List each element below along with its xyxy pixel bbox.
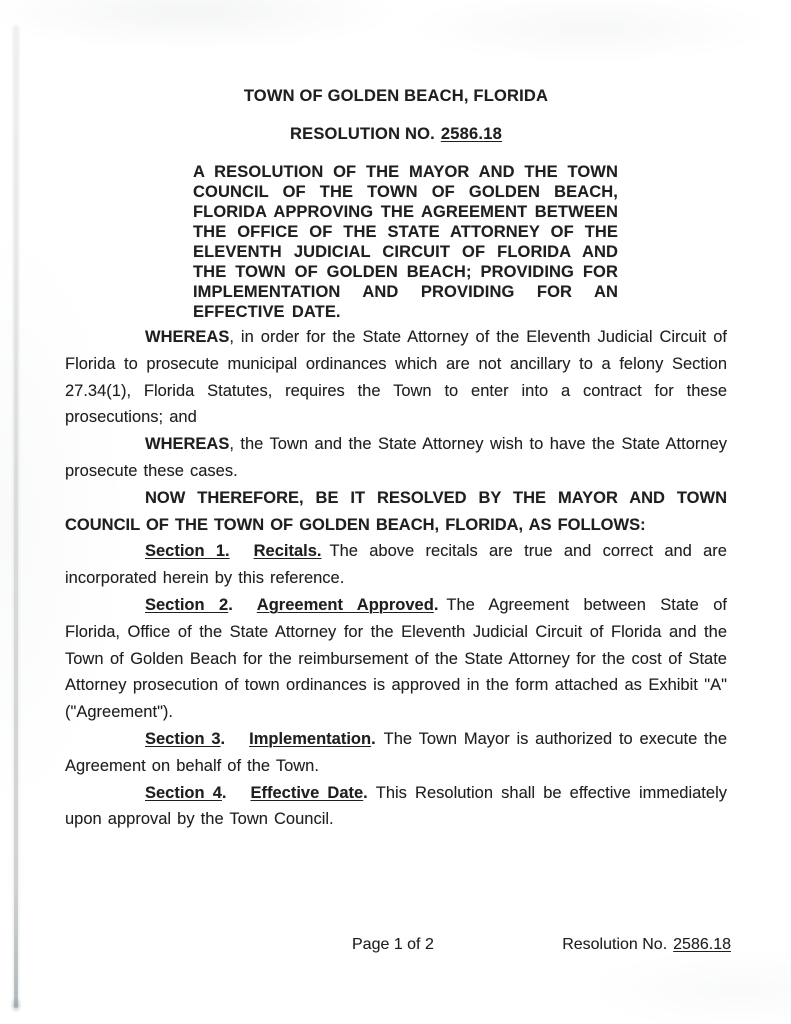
whereas-text: , in order for the State Attorney of the Eleventh Judicial Circuit of Florida to prosecute municipal ordinances which are not ancillary to a felony Section 27.34(1), Florida Statutes, requires the Town to enter into a contract for these prosecutions; and bbox=[65, 328, 727, 427]
section-heading-suffix: . bbox=[433, 595, 439, 614]
whereas-clause-1 bbox=[65, 324, 727, 431]
section-heading: Implementation bbox=[249, 729, 372, 748]
section-number: Section 2 bbox=[145, 595, 229, 614]
section-body: The Agreement between State of Florida, Office of the State Attorney for the Eleventh Judicial Circuit of Florida and the Town of Golden Beach for the reimbursement of the State Attorney for the cost of State Attorney prosecution of town ordinances is approved in the form attached as Exhibit "A" ("Agreement"). bbox=[65, 595, 728, 722]
document-title: TOWN OF GOLDEN BEACH, FLORIDA bbox=[243, 87, 549, 105]
whereas-clause-2 bbox=[65, 431, 727, 485]
resolution-number-line bbox=[65, 124, 727, 144]
resolution-caption: A RESOLUTION OF THE MAYOR AND THE TOWN COUNCIL OF THE TOWN OF GOLDEN BEACH, FLORIDA APPROVING THE AGREEMENT BETWEEN THE OFFICE OF THE STATE ATTORNEY OF THE ELEVENTH JUDICIAL CIRCUIT OF FLORIDA AND THE TOWN OF GOLDEN BEACH; PROVIDING FOR IMPLEMENTATION AND PROVIDING FOR AN EFFECTIVE DATE. bbox=[193, 163, 618, 321]
document-body bbox=[65, 86, 727, 833]
page-indicator: Page 1 of 2 bbox=[352, 936, 434, 953]
section-body: The Town Mayor is authorized to execute the Agreement on behalf of the Town. bbox=[65, 729, 727, 775]
footer-resolution-number: 2586.18 bbox=[673, 936, 731, 953]
footer-resolution-label: Resolution No. bbox=[562, 936, 668, 953]
scan-artifact-left-edge bbox=[14, 26, 18, 1008]
section-heading-suffix: . bbox=[371, 729, 376, 748]
section-body: The above recitals are true and correct and are incorporated herein by this reference. bbox=[65, 542, 727, 588]
section-number: Section 1. bbox=[145, 542, 230, 561]
section-4 bbox=[65, 780, 727, 834]
section-2 bbox=[65, 592, 727, 726]
section-1 bbox=[65, 538, 727, 592]
section-number: Section 4 bbox=[145, 783, 222, 802]
section-number-suffix: . bbox=[228, 595, 233, 614]
whereas-lead: WHEREAS bbox=[145, 328, 230, 346]
section-number-suffix: . bbox=[220, 729, 226, 748]
section-3 bbox=[65, 726, 727, 780]
section-body: This Resolution shall be effective immediately upon approval by the Town Council. bbox=[65, 783, 727, 829]
whereas-lead: WHEREAS bbox=[145, 435, 230, 454]
section-number-suffix: . bbox=[221, 783, 227, 802]
section-heading: Effective Date bbox=[250, 783, 364, 802]
resolution-number: 2586.18 bbox=[440, 125, 502, 143]
section-heading: Recitals. bbox=[253, 542, 322, 561]
resolution-label: RESOLUTION NO. bbox=[290, 125, 435, 143]
section-heading: Agreement Approved bbox=[256, 595, 434, 614]
resolving-clause: NOW THEREFORE, BE IT RESOLVED BY THE MAYOR AND TOWN COUNCIL OF THE TOWN OF GOLDEN BEACH, FLORIDA, AS FOLLOWS: bbox=[65, 488, 727, 534]
whereas-text: , the Town and the State Attorney wish to have the State Attorney prosecute these cases. bbox=[65, 435, 727, 480]
section-heading-suffix: . bbox=[363, 783, 368, 802]
section-number: Section 3 bbox=[145, 729, 221, 748]
footer-resolution-reference bbox=[562, 936, 731, 954]
